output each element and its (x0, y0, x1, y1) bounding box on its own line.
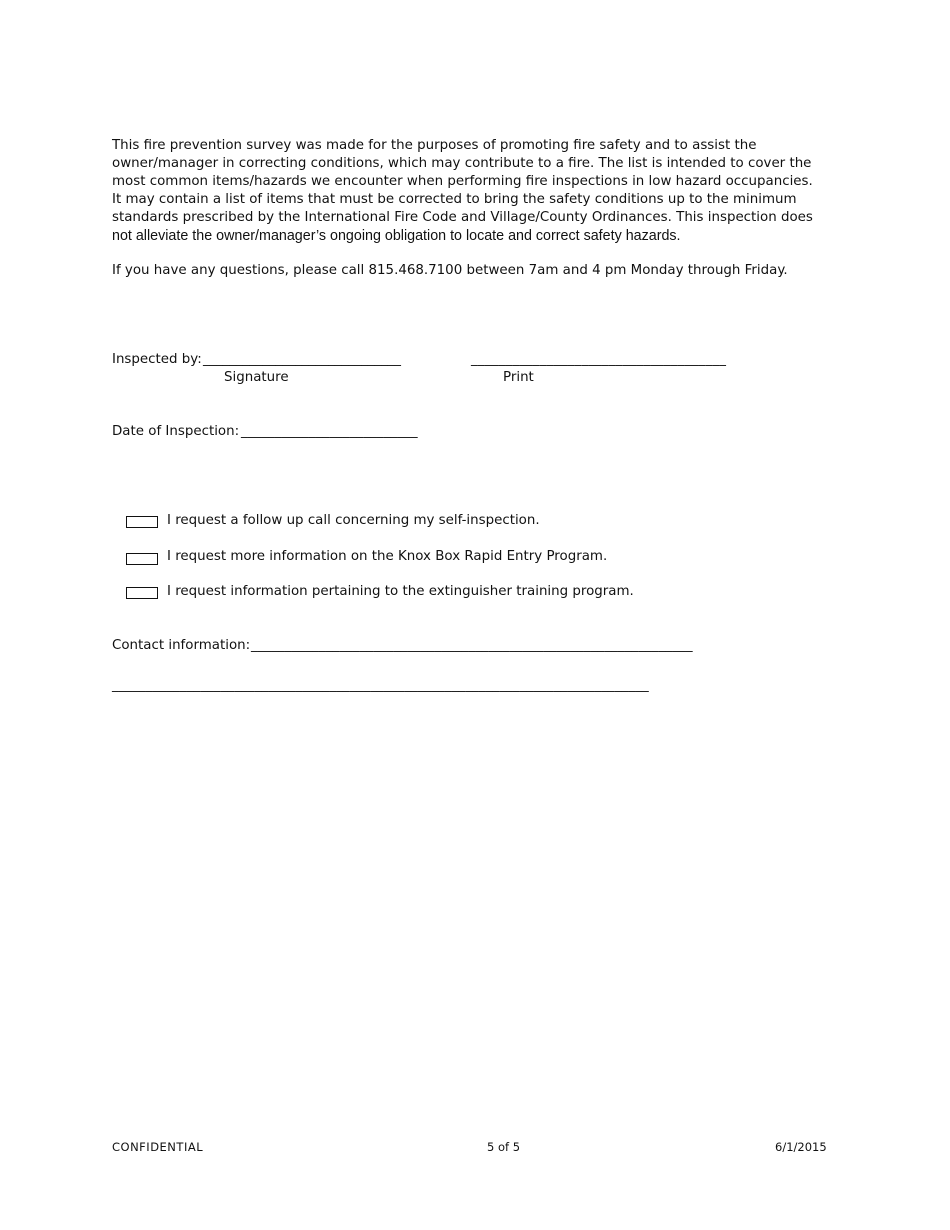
request-label-1: I request a follow up call concerning my self-inspection. (167, 513, 540, 528)
signature-caption: Signature (224, 370, 289, 385)
intro-line-2: owner/manager in correcting conditions, which may contribute to a fire. The list is intended to cover the (112, 156, 812, 171)
inspected-by-label: Inspected by: (112, 352, 202, 367)
contact-field-line-1[interactable]: _________________________________________________________________ (251, 638, 693, 653)
intro-line-6: not alleviate the owner/manager’s ongoing obligation to locate and correct safety hazards. (112, 228, 681, 244)
print-field-line[interactable]: _____________________________________ (471, 352, 727, 367)
intro-line-5: standards prescribed by the International Fire Code and Village/County Ordinances. This inspection does (112, 210, 813, 225)
contact-information-label: Contact information: (112, 638, 251, 653)
request-checkbox-3[interactable] (126, 587, 158, 599)
request-label-2: I request more information on the Knox Box Rapid Entry Program. (167, 549, 608, 564)
footer-confidential: CONFIDENTIAL (112, 1140, 204, 1154)
intro-line-4: It may contain a list of items that must be corrected to bring the safety conditions up to the minimum (112, 192, 797, 207)
footer-date: 6/1/2015 (775, 1140, 827, 1154)
footer-page-number: 5 of 5 (487, 1140, 521, 1154)
questions-line: If you have any questions, please call 815.468.7100 between 7am and 4 pm Monday through Friday. (112, 263, 788, 278)
intro-line-3: most common items/hazards we encounter when performing fire inspections in low hazard occupancies. (112, 174, 813, 189)
date-of-inspection-label: Date of Inspection: (112, 424, 240, 439)
contact-field-line-2[interactable]: _______________________________________________________________________________ (112, 678, 649, 693)
print-caption: Print (503, 370, 534, 385)
request-checkbox-1[interactable] (126, 516, 158, 528)
signature-field-line[interactable]: ______________________________ (203, 352, 401, 367)
date-field-line[interactable]: __________________________ (241, 424, 418, 439)
intro-line-1: This fire prevention survey was made for the purposes of promoting fire safety and to assist the (112, 138, 757, 153)
request-label-3: I request information pertaining to the extinguisher training program. (167, 584, 634, 599)
request-checkbox-2[interactable] (126, 553, 158, 565)
